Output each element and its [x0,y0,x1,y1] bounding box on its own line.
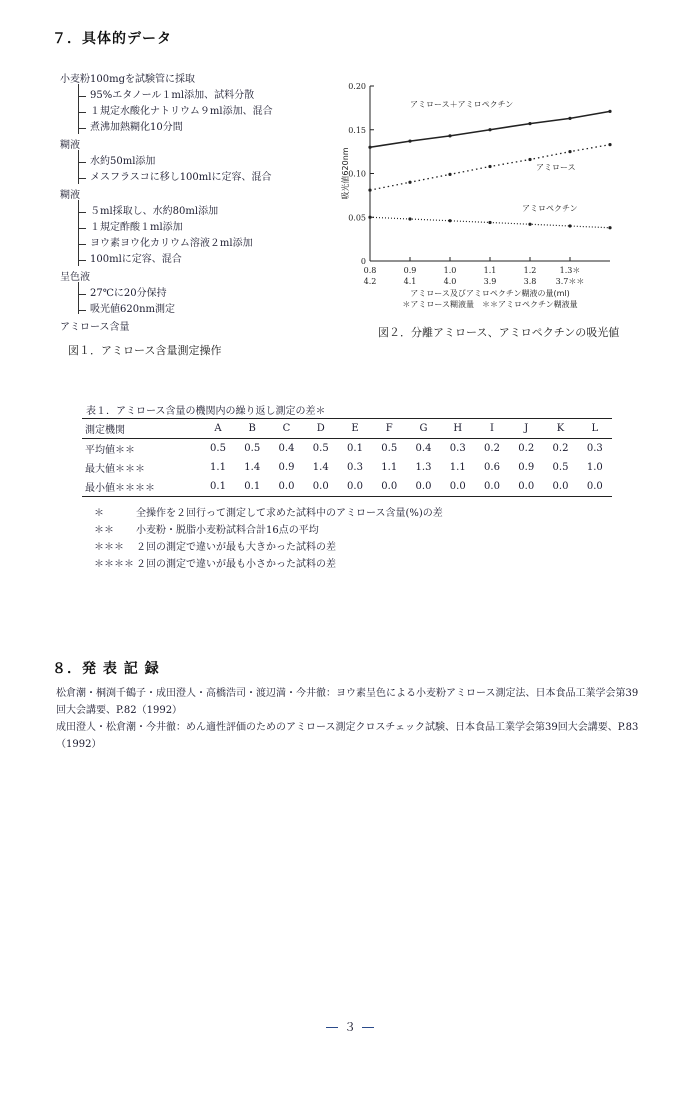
flow-step: 糊液 [60,190,80,201]
table-header: 測定機関 [85,425,125,436]
x-axis-label: アミロース及びアミロペクチン糊液の量(ml) [410,289,570,298]
table-cell: 0.4 [278,443,295,454]
flow-step: メスフラスコに移し100mlに定容、混合 [90,172,272,183]
table-header-row [82,419,612,439]
flow-step: 27℃に20分保持 [90,288,167,299]
x-tick-label-secondary: 3.8 [523,277,537,286]
table-header: J [524,423,529,434]
table-cell: 0.1 [244,481,261,492]
table-note: ＊＊ 小麦粉・脱脂小麦粉試料合計16点の平均 [94,525,319,536]
table-cell: 0.0 [518,481,535,492]
table-header: I [490,423,494,434]
table-cell: 0.2 [518,443,535,454]
data-point [608,110,611,113]
x-tick-label: 1.0 [443,266,457,275]
table-cell: 0.0 [586,481,603,492]
data-point [408,181,411,184]
figure-1-caption: 図１．アミロース含量測定操作 [68,344,222,357]
table-1-notes [94,505,443,573]
flow-step: 煮沸加熱糊化10分間 [90,122,183,133]
table-cell: 0.1 [210,481,226,492]
table-cell: 0.0 [484,481,500,492]
table-cell: 0.3 [449,443,466,454]
page-number: ３ [0,1018,700,1035]
series-label: アミロース＋アミロペクチン [410,100,514,109]
table-cell: 0.1 [347,443,363,454]
table-cell: 0.5 [381,443,398,454]
table-header: L [591,423,599,434]
x-tick-label-secondary: 4.2 [363,277,377,286]
figure-2-caption: 図２．分離アミロース、アミロペクチンの吸光値 [378,326,620,339]
data-point [368,146,371,149]
table-cell: 0.5 [210,443,226,454]
x-tick-label: 0.8 [363,266,377,275]
y-axis-label: 吸光値620nm [341,147,350,200]
flow-step: 呈色液 [60,272,90,283]
table-note: ＊＊＊＊ ２回の測定で違いが最も小さかった試料の差 [94,559,336,570]
x-tick-label-secondary: 4.1 [403,277,417,286]
table-cell: 1.1 [210,462,226,473]
data-point [448,173,451,176]
table-1 [82,418,612,497]
table-cell: 0.4 [415,443,432,454]
table-cell: 0.5 [244,443,261,454]
flow-step: 水約50ml添加 [90,156,156,167]
data-point [448,134,451,137]
publication-list [56,685,646,753]
table-header: D [316,423,325,434]
y-tick-label: 0.05 [348,213,366,223]
table-cell: 0.0 [381,481,398,492]
table-cell: 0.2 [484,443,500,454]
data-point [488,165,491,168]
data-point [488,128,491,131]
data-point [528,223,531,226]
flow-step: １規定酢酸１ml添加 [90,222,183,233]
table-header: G [419,423,428,434]
table-1-title: 表１．アミロース含量の機関内の繰り返し測定の差＊ [86,406,326,417]
table-cell: 1.0 [586,462,603,473]
y-tick-label: 0 [360,257,366,266]
table-note: ＊ 全操作を２回行って測定して求めた試料中のアミロース含量(%)の差 [94,508,443,519]
y-tick-label: 0.15 [348,125,366,135]
table-cell: 1.1 [449,462,466,473]
data-point [368,216,371,219]
x-tick-label-secondary: 4.0 [443,277,457,286]
table-cell: 0.0 [415,481,432,492]
data-point [528,122,531,125]
publication-entry: 松倉潮・桐渕千鶴子・成田澄人・高橋浩司・渡辺満・今井徹：ヨウ素呈色による小麦粉アミロース測定法、日本食品工業学会第39回大会講要、P.82（1992） [56,688,639,716]
table-header: F [385,423,393,434]
flow-step: １規定水酸化ナトリウム９ml添加、混合 [90,106,273,117]
data-point [488,221,491,224]
figure-1-flowchart [60,72,350,342]
table-header: E [351,423,359,434]
table-cell: 0.3 [586,443,603,454]
y-tick-label: 0.10 [348,169,366,179]
data-point [368,189,371,192]
table-cell: 0.2 [552,443,569,454]
data-point [408,217,411,220]
table-cell: 0.9 [518,462,535,473]
x-tick-label-secondary: 3.9 [483,277,497,286]
flow-step: ５ml採取し、水約80ml添加 [90,206,219,217]
table-row [82,439,612,459]
table-cell: 0.9 [278,462,295,473]
table-cell: 0.5 [312,443,329,454]
x-tick-label: 1.2 [523,266,537,275]
data-point [608,143,611,146]
table-cell: 1.4 [312,462,329,473]
flow-step: 100mlに定容、混合 [90,254,182,265]
table-header: B [248,423,256,434]
flow-step: 小麦粉100mgを試験管に採取 [60,74,195,85]
row-label: 最大値＊＊＊ [85,464,145,475]
row-label: 最小値＊＊＊＊ [85,483,155,494]
table-cell: 1.3 [415,462,432,473]
section-7-title: ７．具体的データ [52,31,172,47]
table-cell: 0.0 [449,481,466,492]
flow-step: ヨウ素ヨウ化カリウム溶液２ml添加 [90,238,253,249]
publication-entry: 成田澄人・松倉潮・今井徹：めん適性評価のためのアミロース測定クロスチェック試験、日本食品工業学会第39回大会講要、P.83（1992） [56,722,639,750]
data-point [568,224,571,227]
y-tick-label: 0.20 [348,82,366,91]
table-cell: 1.4 [244,462,261,473]
table-cell: 0.0 [278,481,295,492]
x-tick-label: 1.1 [483,266,497,275]
data-point [568,117,571,120]
table-row [82,458,612,477]
table-cell: 0.5 [552,462,569,473]
data-point [408,140,411,143]
figure-2-chart [340,76,640,316]
table-header: H [453,423,463,434]
table-cell: 0.6 [484,462,500,473]
table-cell: 0.0 [347,481,363,492]
flow-step: 糊液 [60,140,80,151]
data-point [568,150,571,153]
table-cell: 0.3 [347,462,363,473]
table-cell: 1.1 [381,462,398,473]
x-tick-label: 1.3＊ [559,266,581,275]
x-tick-label: 0.9 [403,266,417,275]
table-cell: 0.0 [552,481,569,492]
data-point [528,158,531,161]
flow-step: 吸光値620nm測定 [90,304,176,315]
data-point [448,219,451,222]
series-label: アミロペクチン [522,204,578,214]
section-8-title: ８．発 表 記 録 [52,661,160,677]
data-point [608,226,611,229]
table-header: A [214,423,222,434]
table-row [82,477,612,497]
flow-step: アミロース含量 [60,322,130,333]
flow-step: 95%エタノール１ml添加、試料分散 [90,90,255,101]
table-cell: 0.0 [312,481,329,492]
table-note: ＊＊＊ ２回の測定で違いが最も大きかった試料の差 [94,542,336,553]
series-label: アミロース [536,163,576,172]
x-tick-label-secondary: 3.7＊＊ [555,277,585,286]
table-header: C [282,423,291,434]
table-header: K [556,423,565,434]
x-axis-note: ＊アミロース糊液量 ＊＊アミロペクチン糊液量 [402,300,578,309]
row-label: 平均値＊＊ [85,445,135,456]
